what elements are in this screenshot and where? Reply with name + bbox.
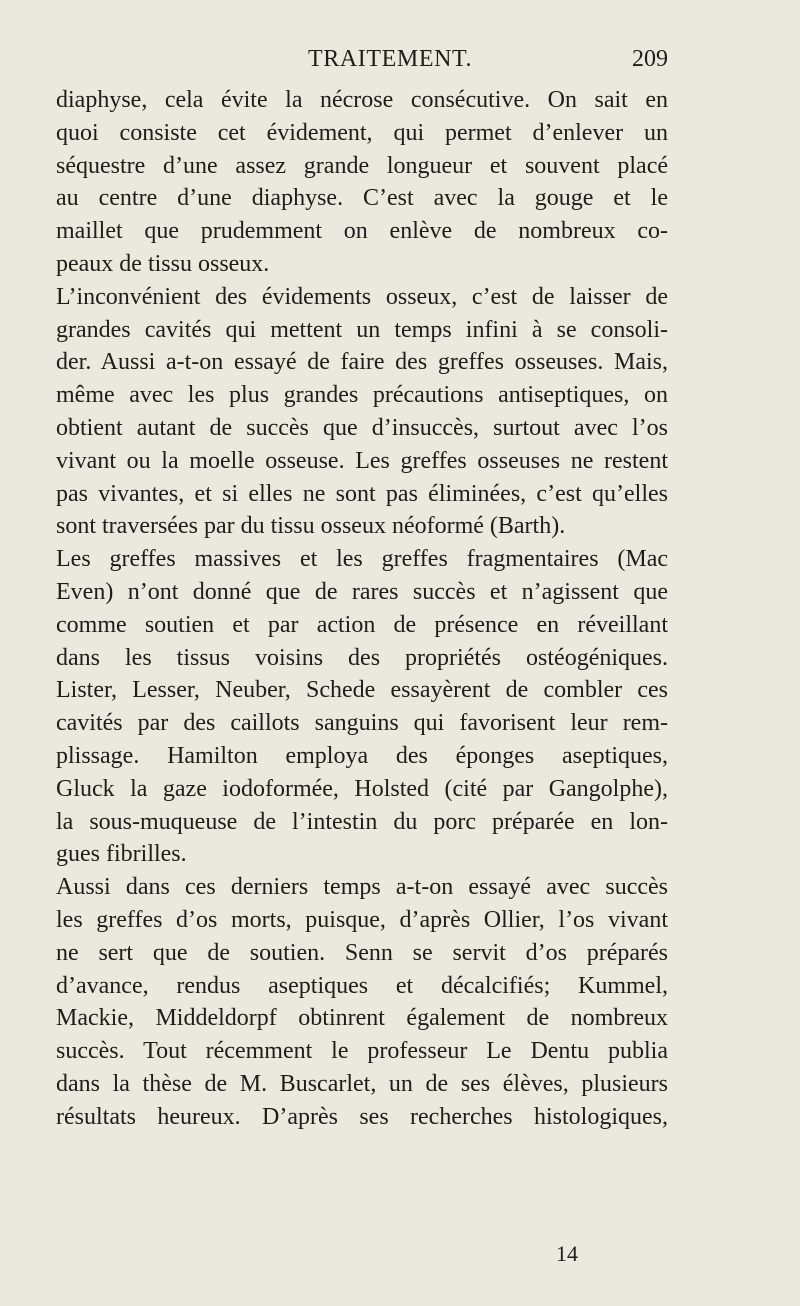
text-line: les greffes d’os morts, puisque, d’après Ollier, l’os vivant bbox=[56, 906, 668, 933]
text-line: obtient autant de succès que d’insuccès, surtout avec l’os bbox=[56, 414, 668, 441]
text-line: Aussi dans ces derniers temps a-t-on essayé avec succès bbox=[56, 874, 668, 901]
text-line: peaux de tissu osseux. bbox=[56, 250, 270, 277]
text-line: cavités par des caillots sanguins qui favorisent leur rem- bbox=[56, 710, 668, 737]
text-line: d’avance, rendus aseptiques et décalcifiés; Kummel, bbox=[56, 972, 668, 999]
text-line: der. Aussi a-t-on essayé de faire des greffes osseuses. Mais, bbox=[56, 349, 668, 376]
text-line: dans les tissus voisins des propriétés ostéogéniques. bbox=[56, 644, 668, 671]
signature-mark: 14 bbox=[556, 1241, 578, 1266]
text-line: sont traversées par du tissu osseux néoformé (Barth). bbox=[56, 513, 566, 540]
page-number: 209 bbox=[632, 46, 668, 72]
text-line: comme soutien et par action de présence en réveillant bbox=[56, 611, 668, 638]
text-line: maillet que prudemment on enlève de nombreux co- bbox=[56, 218, 668, 245]
text-line: plissage. Hamilton employa des éponges aseptiques, bbox=[56, 742, 668, 769]
running-title: TRAITEMENT. bbox=[308, 46, 473, 72]
text-line: ne sert que de soutien. Senn se servit d’os préparés bbox=[56, 939, 668, 966]
text-line: Gluck la gaze iodoformée, Holsted (cité par Gangolphe), bbox=[56, 775, 668, 802]
text-line: dans la thèse de M. Buscarlet, un de ses élèves, plusieurs bbox=[56, 1070, 668, 1097]
text-line: Mackie, Middeldorpf obtinrent également de nombreux bbox=[56, 1005, 668, 1032]
text-line: au centre d’une diaphyse. C’est avec la gouge et le bbox=[56, 185, 668, 212]
text-line: gues fibrilles. bbox=[56, 841, 187, 868]
text-line: même avec les plus grandes précautions antiseptiques, on bbox=[56, 382, 668, 409]
running-header bbox=[62, 46, 668, 78]
text-line: L’inconvénient des évidements osseux, c’est de laisser de bbox=[56, 283, 668, 310]
text-line: grandes cavités qui mettent un temps infini à se consoli- bbox=[56, 316, 668, 343]
text-line: Les greffes massives et les greffes fragmentaires (Mac bbox=[56, 546, 668, 573]
text-line: vivant ou la moelle osseuse. Les greffes osseuses ne restent bbox=[56, 447, 668, 474]
text-line: séquestre d’une assez grande longueur et souvent placé bbox=[56, 152, 668, 179]
text-line: Even) n’ont donné que de rares succès et n’agissent que bbox=[56, 578, 668, 605]
text-line: résultats heureux. D’après ses recherches histologiques, bbox=[56, 1103, 668, 1130]
text-line: la sous-muqueuse de l’intestin du porc préparée en lon- bbox=[56, 808, 668, 835]
text-line: quoi consiste cet évidement, qui permet d’enlever un bbox=[56, 119, 668, 146]
body-text bbox=[56, 84, 668, 1134]
text-line: diaphyse, cela évite la nécrose consécutive. On sait en bbox=[56, 87, 668, 113]
text-line: succès. Tout récemment le professeur Le Dentu publia bbox=[56, 1038, 668, 1065]
text-line: pas vivantes, et si elles ne sont pas éliminées, c’est qu’elles bbox=[56, 480, 668, 507]
text-line: Lister, Lesser, Neuber, Schede essayèrent de combler ces bbox=[56, 677, 668, 704]
